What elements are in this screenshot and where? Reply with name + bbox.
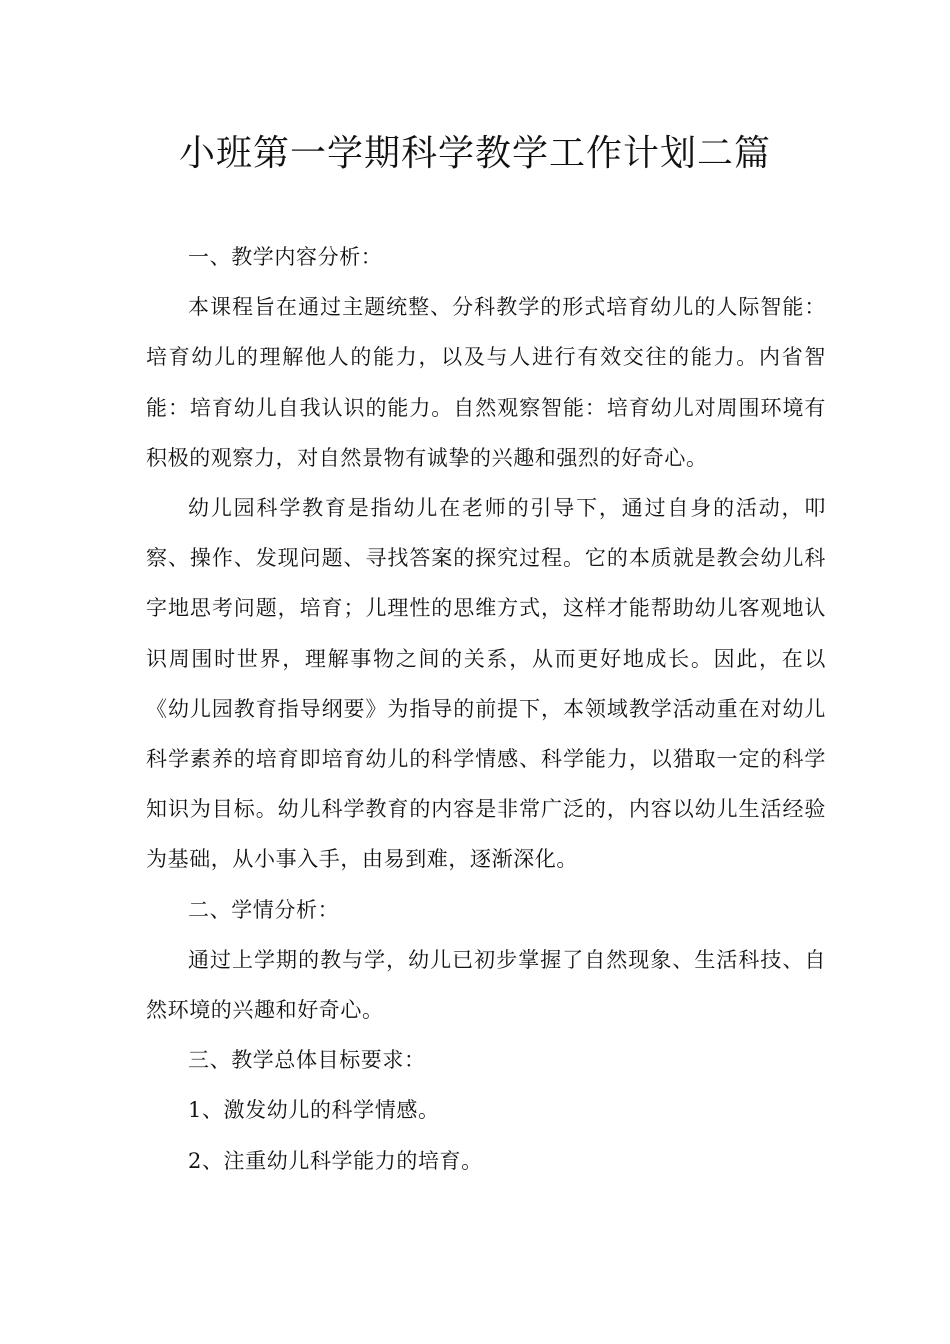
section-heading-goals: 三、教学总体目标要求： xyxy=(188,1048,426,1073)
goal-item-2: 2、注重幼儿科学能力的培育。 xyxy=(188,1148,483,1173)
document-title: 小班第一学期科学教学工作计划二篇 xyxy=(178,133,771,174)
paragraph-course-intro: 本课程旨在通过主题统整、分科教学的形式培育幼儿的人际智能：培育幼儿的理解他人的能力，以及与人进行有效交往的能力。内省智能：培育幼儿自我认识的能力。自然观察智能：培育幼儿对周围环境有积极的观察力，对自然景物有诚挚的兴趣和强烈的好奇心。 xyxy=(146,295,826,470)
paragraph-learning-analysis: 通过上学期的教与学，幼儿已初步掌握了自然现象、生活科技、自然环境的兴趣和好奇心。 xyxy=(146,947,826,1023)
document-body xyxy=(146,232,826,1186)
goal-item-1: 1、激发幼儿的科学情感。 xyxy=(188,1098,440,1123)
section-heading-content-analysis: 一、教学内容分析： xyxy=(188,245,383,269)
paragraph-science-education: 幼儿园科学教育是指幼儿在老师的引导下，通过自身的活动，叩察、操作、发现问题、寻找答案的探究过程。它的本质就是教会幼儿科字地思考问题，培育；儿理性的思维方式，这样才能帮助幼儿客观地认识周围时世界，理解事物之间的关系，从而更好地成长。因此，在以《幼儿园教育指导纲要》为指导的前提下，本领域教学活动重在对幼儿科学素养的培育即培育幼儿的科学情感、科学能力，以猎取一定的科学知识为目标。幼儿科学教育的内容是非常广泛的，内容以幼儿生活经验为基础，从小事入手，由易到难，逐渐深化。 xyxy=(146,496,826,872)
section-heading-learning-analysis: 二、学情分析： xyxy=(188,897,340,922)
